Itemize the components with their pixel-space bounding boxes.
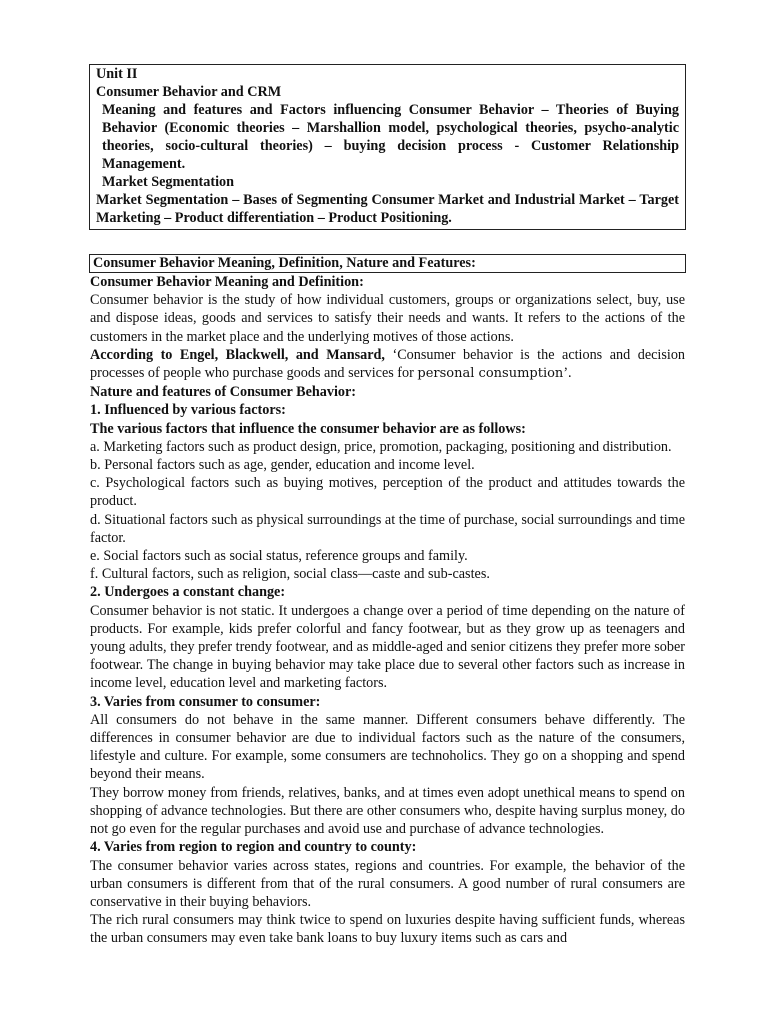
point-4-heading: 4. Varies from region to region and country to county: bbox=[90, 839, 417, 856]
section-content bbox=[89, 273, 686, 948]
factor-item: c. Psychological factors such as buying motives, perception of the product and attitudes towards the product. bbox=[90, 475, 685, 510]
syllabus-topics: Meaning and features and Factors influencing Consumer Behavior – Theories of Buying Behavior (Economic theories – Marshallion model, psychological theories, psycho-analytic theories, socio-cultural theories) – buying decision process - Customer Relationship Management. bbox=[102, 102, 679, 172]
point-4-paragraph: The rich rural consumers may think twice to spend on luxuries despite having sufficient funds, whereas the urban consumers may even take bank loans to buy luxury items such as cars and bbox=[90, 912, 685, 947]
unit-title: Consumer Behavior and CRM bbox=[96, 84, 282, 100]
syllabus-segmentation: Market Segmentation – Bases of Segmenting Consumer Market and Industrial Market – Target Marketing – Product differentiation – Product Positioning. bbox=[96, 192, 679, 226]
factor-item: f. Cultural factors, such as religion, social class—caste and sub-castes. bbox=[90, 566, 490, 583]
factor-item: b. Personal factors such as age, gender, education and income level. bbox=[90, 457, 475, 474]
factor-item: e. Social factors such as social status, reference groups and family. bbox=[90, 548, 468, 565]
point-2-heading: 2. Undergoes a constant change: bbox=[90, 584, 286, 601]
document-page bbox=[89, 64, 686, 948]
point-1-heading: 1. Influenced by various factors: bbox=[90, 402, 286, 419]
unit-label: Unit II bbox=[96, 66, 138, 82]
meaning-heading: Consumer Behavior Meaning and Definition: bbox=[90, 274, 364, 290]
definition-emphasis: personal consumption bbox=[417, 366, 564, 382]
factor-item: a. Marketing factors such as product design, price, promotion, packaging, positioning and distribution. bbox=[90, 438, 672, 455]
factor-item: d. Situational factors such as physical surroundings at the time of purchase, social surroundings and time factor. bbox=[90, 511, 685, 546]
definition-text-1: ‘Consumer behavior is the actions and decision processes of people who purchase goods and services for bbox=[90, 346, 686, 382]
syllabus-subtitle: Market Segmentation bbox=[102, 174, 234, 190]
meaning-paragraph: Consumer behavior is the study of how individual customers, groups or organizations select, buy, use and dispose ideas, goods and services to satisfy their needs and wants. It refers to the actions of the customers in the market place and the underlying motives of those actions. bbox=[90, 292, 685, 345]
nature-heading: Nature and features of Consumer Behavior: bbox=[90, 384, 357, 401]
point-3-paragraph: They borrow money from friends, relatives, banks, and at times even adopt unethical means to spend on shopping of advance technologies. But there are other consumers who, despite having surplus money, do not go even for the regular purchases and avoid use and purchase of advance technologies. bbox=[90, 784, 685, 838]
point-3-heading: 3. Varies from consumer to consumer: bbox=[90, 693, 321, 710]
syllabus-box bbox=[89, 64, 686, 230]
definition-text-2: ’. bbox=[563, 365, 572, 382]
definition-paragraph bbox=[90, 346, 685, 383]
point-1-intro: The various factors that influence the consumer behavior are as follows: bbox=[90, 420, 526, 437]
point-4-paragraph: The consumer behavior varies across states, regions and countries. For example, the behavior of the urban consumers is different from that of the rural consumers. A good number of rural consumers are conservative in their buying behaviors. bbox=[90, 857, 685, 910]
definition-source: According to Engel, Blackwell, and Mansard, bbox=[90, 346, 385, 363]
point-3-paragraph: All consumers do not behave in the same manner. Different consumers behave differently. The differences in consumer behavior are due to individual factors such as the nature of the consumers, lifestyle and culture. For example, some consumers are technoholics. They go on a shopping and spend beyond their means. bbox=[90, 711, 685, 783]
section-heading-box: Consumer Behavior Meaning, Definition, Nature and Features: bbox=[89, 254, 686, 273]
point-2-paragraph: Consumer behavior is not static. It undergoes a change over a period of time depending on the nature of products. For example, kids prefer colorful and fancy footwear, but as they grow up as teenagers and young adults, they prefer trendy footwear, and as middle-aged and senior citizens they prefer more sober footwear. The change in buying behavior may take place due to several other factors such as increase in income level, education level and marketing factors. bbox=[90, 602, 685, 692]
